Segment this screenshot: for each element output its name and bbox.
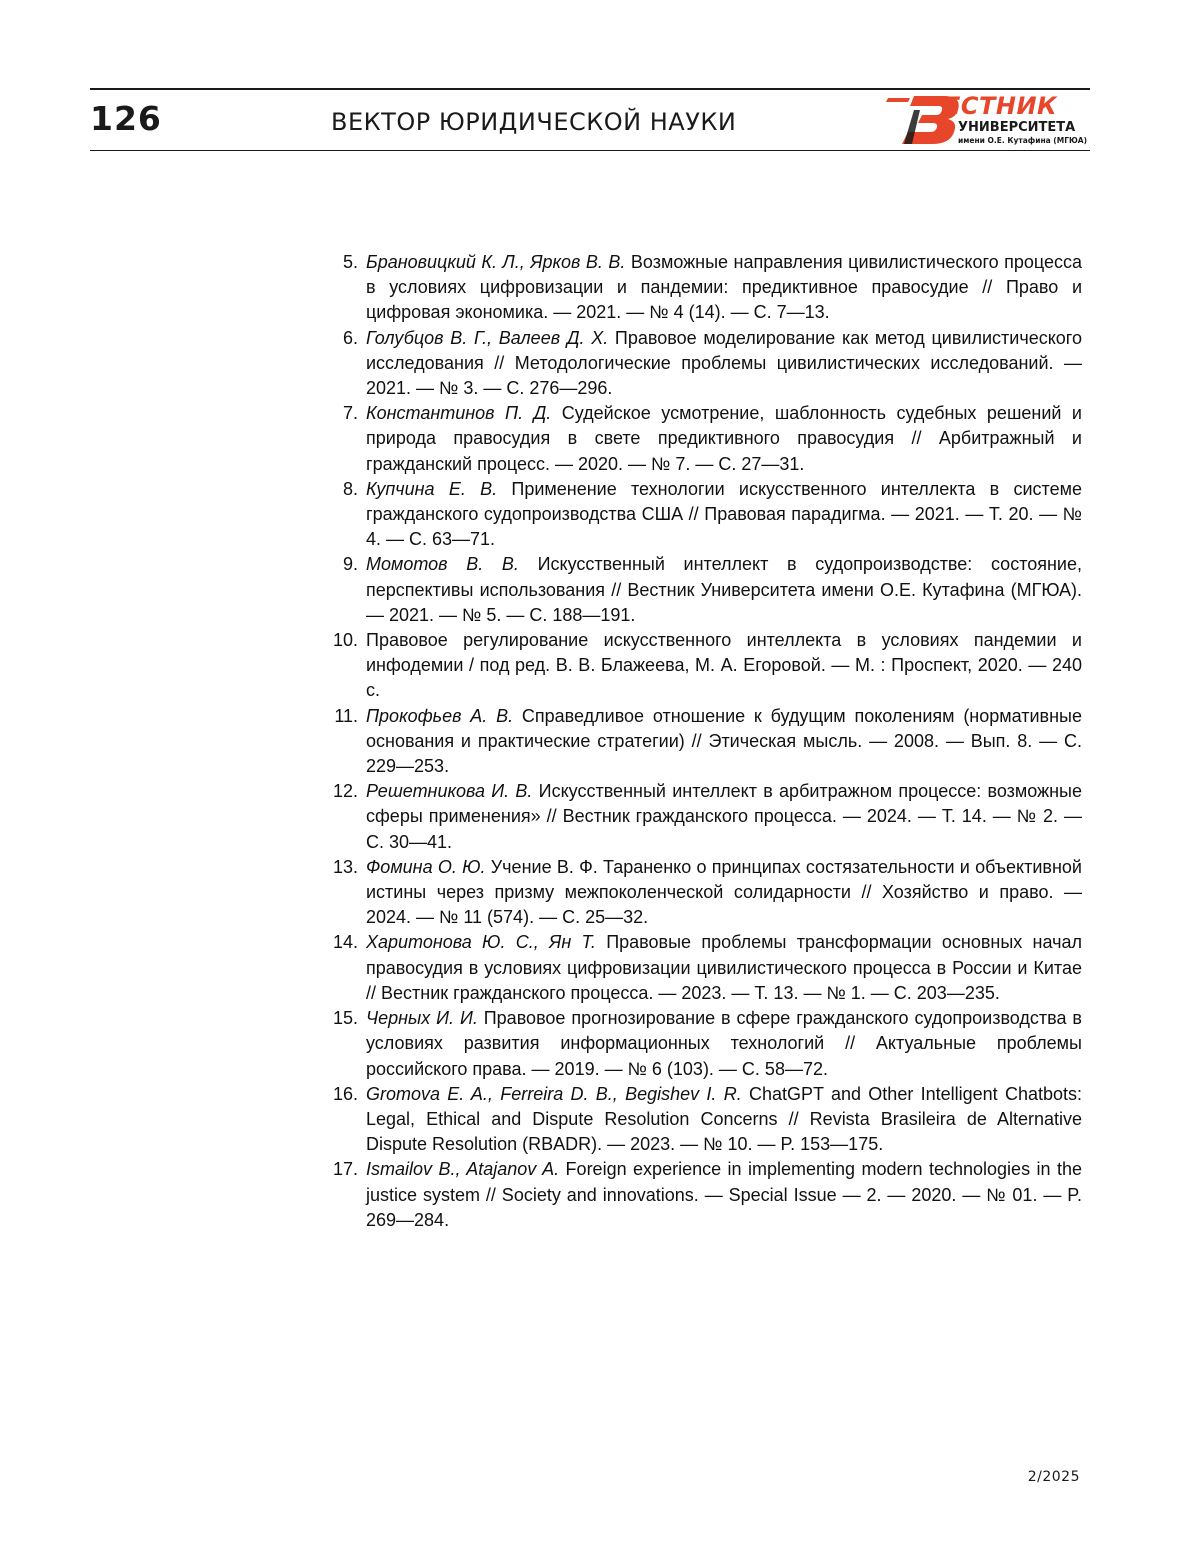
logo-text-university: УНИВЕРСИТЕТА bbox=[958, 120, 1075, 135]
reference-authors: Брановицкий К. Л., Ярков В. В. bbox=[366, 252, 625, 272]
reference-number: 6. bbox=[330, 326, 358, 351]
reference-text: Правовые проблемы трансформации основных начал правосудия в условиях цифровизации цивилистического процесса в России и Китае // Вестник гражданского процесса. — 2023. — Т. 13. — № 1. — С. 203—235. bbox=[366, 932, 1082, 1002]
reference-text: Искусственный интеллект в судопроизводстве: состояние, перспективы использования // Вестник Университета имени О.Е. Кутафина (МГЮА). — 2021. — № 5. — С. 188—191. bbox=[366, 554, 1082, 624]
reference-item bbox=[330, 779, 1082, 855]
reference-number: 12. bbox=[330, 779, 358, 804]
reference-text: Правовое прогнозирование в сфере гражданского судопроизводства в условиях развития информационных технологий // Актуальные проблемы российского права. — 2019. — № 6 (103). — С. 58—72. bbox=[366, 1008, 1082, 1078]
reference-number: 16. bbox=[330, 1082, 358, 1107]
reference-authors: Фомина О. Ю. bbox=[366, 857, 486, 877]
journal-title: ВЕКТОР ЮРИДИЧЕСКОЙ НАУКИ bbox=[331, 108, 736, 136]
reference-number: 17. bbox=[330, 1157, 358, 1182]
reference-number: 8. bbox=[330, 477, 358, 502]
reference-item bbox=[330, 552, 1082, 628]
reference-item bbox=[330, 477, 1082, 553]
reference-authors: Харитонова Ю. С., Ян Т. bbox=[366, 932, 596, 952]
reference-text: Возможные направления цивилистического процесса в условиях цифровизации и пандемии: предиктивное правосудие // Право и цифровая экономика. — 2021. — № 4 (14). — С. 7—13. bbox=[366, 252, 1082, 322]
reference-authors: Купчина Е. В. bbox=[366, 479, 497, 499]
reference-text: Foreign experience in implementing modern technologies in the justice system // Society and innovations. — Special Issue — 2. — 2020. — № 01. — P. 269—284. bbox=[366, 1159, 1082, 1229]
reference-authors: Решетникова И. В. bbox=[366, 781, 532, 801]
reference-item bbox=[330, 326, 1082, 402]
header-bottom-rule bbox=[90, 150, 1090, 151]
reference-number: 7. bbox=[330, 401, 358, 426]
reference-authors: Константинов П. Д. bbox=[366, 403, 551, 423]
reference-text: ChatGPT and Other Intelligent Chatbots: Legal, Ethical and Dispute Resolution Concerns // Revista Brasileira de Alternative Dispute Resolution (RBADR). — 2023. — № 10. — P. 153—175. bbox=[366, 1084, 1082, 1154]
reference-text: Учение В. Ф. Тараненко о принципах состязательности и объективной истины через призму межпоколенческой солидарности // Хозяйство и право. — 2024. — № 11 (574). — С. 25—32. bbox=[366, 857, 1082, 927]
reference-item bbox=[330, 401, 1082, 477]
page-number: 126 bbox=[90, 99, 162, 138]
reference-authors: Ismailov B., Atajanov A. bbox=[366, 1159, 559, 1179]
reference-item bbox=[330, 704, 1082, 780]
reference-number: 9. bbox=[330, 552, 358, 577]
reference-number: 13. bbox=[330, 855, 358, 880]
logo-text-top: ЕСТНИК bbox=[944, 92, 1057, 120]
reference-text: Судейское усмотрение, шаблонность судебных решений и природа правосудия в свете предиктивного правосудия // Арбитражный и гражданский процесс. — 2020. — № 7. — С. 27—31. bbox=[366, 403, 1082, 473]
reference-authors: Момотов В. В. bbox=[366, 554, 519, 574]
reference-text: Применение технологии искусственного интеллекта в системе гражданского судопроизводства США // Правовая парадигма. — 2021. — Т. 20. — № 4. — С. 63—71. bbox=[366, 479, 1082, 549]
reference-text: Правовое регулирование искусственного интеллекта в условиях пандемии и инфодемии / под ред. В. В. Блажеева, М. А. Егоровой. — М. : Проспект, 2020. — 240 с. bbox=[366, 630, 1082, 700]
reference-item bbox=[330, 1006, 1082, 1082]
reference-number: 10. bbox=[330, 628, 358, 653]
reference-number: 11. bbox=[330, 704, 358, 729]
reference-text: Искусственный интеллект в арбитражном процессе: возможные сферы применения» // Вестник гражданского процесса. — 2024. — Т. 14. — № 2. — С. 30—41. bbox=[366, 781, 1082, 851]
reference-list bbox=[330, 250, 1082, 1233]
reference-authors: Прокофьев А. В. bbox=[366, 706, 513, 726]
reference-number: 5. bbox=[330, 250, 358, 275]
logo-text-subtitle: имени О.Е. Кутафина (МГЮА) bbox=[958, 136, 1087, 145]
reference-text: Справедливое отношение к будущим поколениям (нормативные основания и практические стратегии) // Этическая мысль. — 2008. — Вып. 8. — С. 229—253. bbox=[366, 706, 1082, 776]
journal-logo bbox=[884, 90, 1084, 148]
reference-item bbox=[330, 855, 1082, 931]
reference-item bbox=[330, 628, 1082, 704]
reference-authors: Gromova E. A., Ferreira D. B., Begishev I. R. bbox=[366, 1084, 742, 1104]
reference-item bbox=[330, 1157, 1082, 1233]
reference-item bbox=[330, 930, 1082, 1006]
reference-number: 15. bbox=[330, 1006, 358, 1031]
reference-item bbox=[330, 250, 1082, 326]
reference-text: Правовое моделирование как метод цивилистического исследования // Методологические проблемы цивилистических исследований. — 2021. — № 3. — С. 276—296. bbox=[366, 328, 1082, 398]
reference-authors: Голубцов В. Г., Валеев Д. Х. bbox=[366, 328, 608, 348]
issue-number: 2/2025 bbox=[1028, 1469, 1080, 1485]
reference-item bbox=[330, 1082, 1082, 1158]
reference-number: 14. bbox=[330, 930, 358, 955]
reference-authors: Черных И. И. bbox=[366, 1008, 478, 1028]
